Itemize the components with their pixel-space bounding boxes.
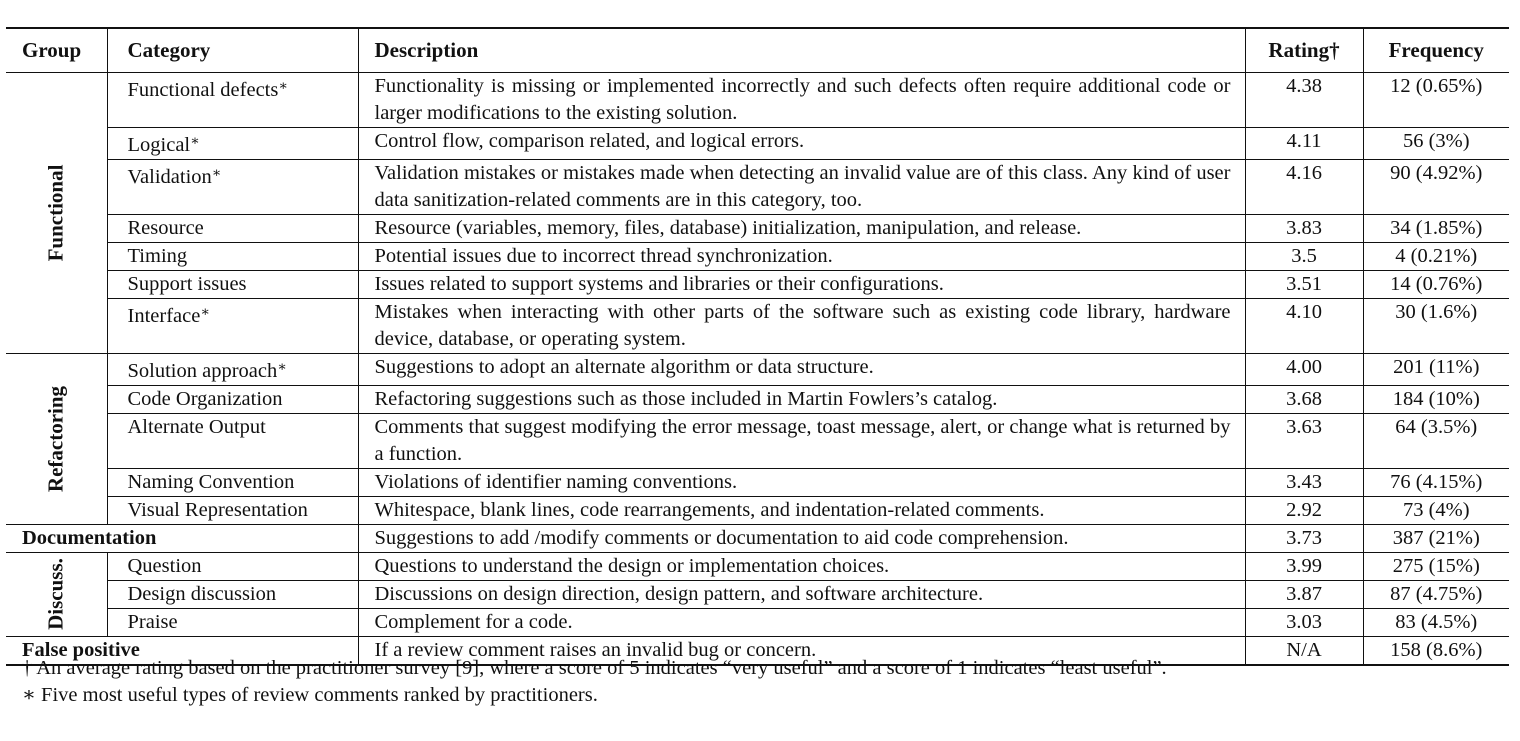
table-row (6, 72, 1509, 127)
frequency-cell: 64 (3.5%) (1363, 413, 1509, 468)
frequency-cell: 83 (4.5%) (1363, 608, 1509, 636)
frequency-cell: 275 (15%) (1363, 552, 1509, 580)
footnote-star: ∗ Five most useful types of review comments ranked by practitioners. (22, 684, 598, 706)
star-mark: ∗ (200, 304, 210, 320)
group-cell-functional (6, 72, 107, 353)
category-label: Solution approach (127, 359, 278, 382)
category-cell (107, 159, 358, 214)
group-label-refactoring: Refactoring (43, 385, 68, 492)
header-category: Category (107, 28, 358, 72)
table-row (6, 385, 1509, 413)
category-label: Support issues (127, 272, 247, 295)
description-cell: Questions to understand the design or implementation choices. (358, 552, 1245, 580)
category-cell (107, 298, 358, 353)
category-label: Interface (127, 304, 201, 327)
rating-cell: 4.11 (1245, 127, 1363, 159)
category-cell (107, 468, 358, 496)
group-cell-false-positive: False positive (6, 636, 358, 665)
description-cell: Violations of identifier naming conventions. (358, 468, 1245, 496)
table-row (6, 242, 1509, 270)
frequency-cell: 201 (11%) (1363, 353, 1509, 385)
review-comment-taxonomy-table (6, 27, 1509, 666)
category-label: Validation (127, 165, 212, 188)
description-cell: If a review comment raises an invalid bug or concern. (358, 636, 1245, 665)
frequency-cell: 56 (3%) (1363, 127, 1509, 159)
description-cell: Potential issues due to incorrect thread synchronization. (358, 242, 1245, 270)
description-cell: Issues related to support systems and libraries or their configurations. (358, 270, 1245, 298)
table-row (6, 608, 1509, 636)
rating-cell: 4.10 (1245, 298, 1363, 353)
rating-cell: N/A (1245, 636, 1363, 665)
rating-cell: 3.5 (1245, 242, 1363, 270)
frequency-cell: 158 (8.6%) (1363, 636, 1509, 665)
description-cell: Functionality is missing or implemented incorrectly and such defects often require additional code or larger modifications to the existing solution. (358, 72, 1245, 127)
table-row (6, 214, 1509, 242)
rating-cell: 3.83 (1245, 214, 1363, 242)
rating-cell: 3.99 (1245, 552, 1363, 580)
category-label: Functional defects (127, 78, 279, 101)
star-mark: ∗ (211, 165, 222, 181)
frequency-cell: 30 (1.6%) (1363, 298, 1509, 353)
star-mark: ∗ (278, 78, 288, 94)
description-cell: Refactoring suggestions such as those included in Martin Fowlers’s catalog. (358, 385, 1245, 413)
description-cell: Suggestions to adopt an alternate algorithm or data structure. (358, 353, 1245, 385)
table-row (6, 496, 1509, 524)
frequency-cell: 14 (0.76%) (1363, 270, 1509, 298)
star-mark: ∗ (190, 133, 200, 149)
category-label: Praise (127, 610, 178, 633)
header-frequency: Frequency (1363, 28, 1509, 72)
frequency-cell: 184 (10%) (1363, 385, 1509, 413)
category-label: Resource (127, 216, 204, 239)
frequency-cell: 76 (4.15%) (1363, 468, 1509, 496)
category-label: Visual Representation (127, 498, 308, 521)
frequency-cell: 87 (4.75%) (1363, 580, 1509, 608)
category-label: Question (127, 554, 202, 577)
category-cell (107, 385, 358, 413)
group-label-functional: Functional (43, 164, 68, 261)
frequency-cell: 73 (4%) (1363, 496, 1509, 524)
table-row (6, 353, 1509, 385)
category-label: Logical (127, 133, 191, 156)
rating-cell: 3.73 (1245, 524, 1363, 552)
group-label-discuss: Discuss. (43, 558, 68, 630)
category-label: Timing (127, 244, 188, 267)
description-cell: Discussions on design direction, design pattern, and software architecture. (358, 580, 1245, 608)
footnote-dagger: † An average rating based on the practitioner survey [9], where a score of 5 indicates “very useful” and a score of 1 indicates “least useful”. (22, 657, 1167, 679)
table-row (6, 552, 1509, 580)
category-cell (107, 496, 358, 524)
category-label: Naming Convention (127, 470, 295, 493)
rating-cell: 3.68 (1245, 385, 1363, 413)
rating-cell: 3.51 (1245, 270, 1363, 298)
rating-cell: 3.03 (1245, 608, 1363, 636)
frequency-cell: 4 (0.21%) (1363, 242, 1509, 270)
table-row (6, 127, 1509, 159)
category-label: Alternate Output (127, 415, 266, 438)
table-row (6, 159, 1509, 214)
rating-cell: 4.38 (1245, 72, 1363, 127)
frequency-cell: 90 (4.92%) (1363, 159, 1509, 214)
category-cell (107, 580, 358, 608)
frequency-cell: 34 (1.85%) (1363, 214, 1509, 242)
description-cell: Validation mistakes or mistakes made when detecting an invalid value are of this class. Any kind of user data sanitization-related comments are in this category, too. (358, 159, 1245, 214)
category-cell (107, 127, 358, 159)
category-cell (107, 270, 358, 298)
frequency-cell: 387 (21%) (1363, 524, 1509, 552)
description-cell: Control flow, comparison related, and logical errors. (358, 127, 1245, 159)
rating-cell: 3.43 (1245, 468, 1363, 496)
category-cell (107, 242, 358, 270)
frequency-cell: 12 (0.65%) (1363, 72, 1509, 127)
category-cell (107, 214, 358, 242)
rating-cell: 4.16 (1245, 159, 1363, 214)
category-cell (107, 608, 358, 636)
header-rating: Rating† (1245, 28, 1363, 72)
description-cell: Comments that suggest modifying the error message, toast message, alert, or change what is returned by a function. (358, 413, 1245, 468)
category-cell (107, 552, 358, 580)
table-row (6, 270, 1509, 298)
table-row (6, 468, 1509, 496)
description-cell: Whitespace, blank lines, code rearrangements, and indentation-related comments. (358, 496, 1245, 524)
group-cell-documentation: Documentation (6, 524, 358, 552)
category-cell (107, 413, 358, 468)
category-cell (107, 353, 358, 385)
table-row (6, 413, 1509, 468)
table-row (6, 524, 1509, 552)
header-group: Group (6, 28, 107, 72)
category-label: Code Organization (127, 387, 283, 410)
rating-cell: 3.87 (1245, 580, 1363, 608)
description-cell: Complement for a code. (358, 608, 1245, 636)
description-cell: Mistakes when interacting with other parts of the software such as existing code library, hardware device, database, or operating system. (358, 298, 1245, 353)
table-header-row (6, 28, 1509, 72)
category-cell (107, 72, 358, 127)
star-mark: ∗ (277, 359, 287, 375)
group-cell-refactoring (6, 353, 107, 524)
table-footnotes (22, 655, 1167, 709)
review-comment-table-wrapper (6, 27, 1509, 666)
description-cell: Suggestions to add /modify comments or documentation to aid code comprehension. (358, 524, 1245, 552)
description-cell: Resource (variables, memory, files, database) initialization, manipulation, and release. (358, 214, 1245, 242)
rating-cell: 3.63 (1245, 413, 1363, 468)
table-row (6, 580, 1509, 608)
rating-cell: 4.00 (1245, 353, 1363, 385)
rating-cell: 2.92 (1245, 496, 1363, 524)
category-label: Design discussion (127, 582, 277, 605)
table-row (6, 298, 1509, 353)
group-cell-discuss (6, 552, 107, 636)
header-description: Description (358, 28, 1245, 72)
